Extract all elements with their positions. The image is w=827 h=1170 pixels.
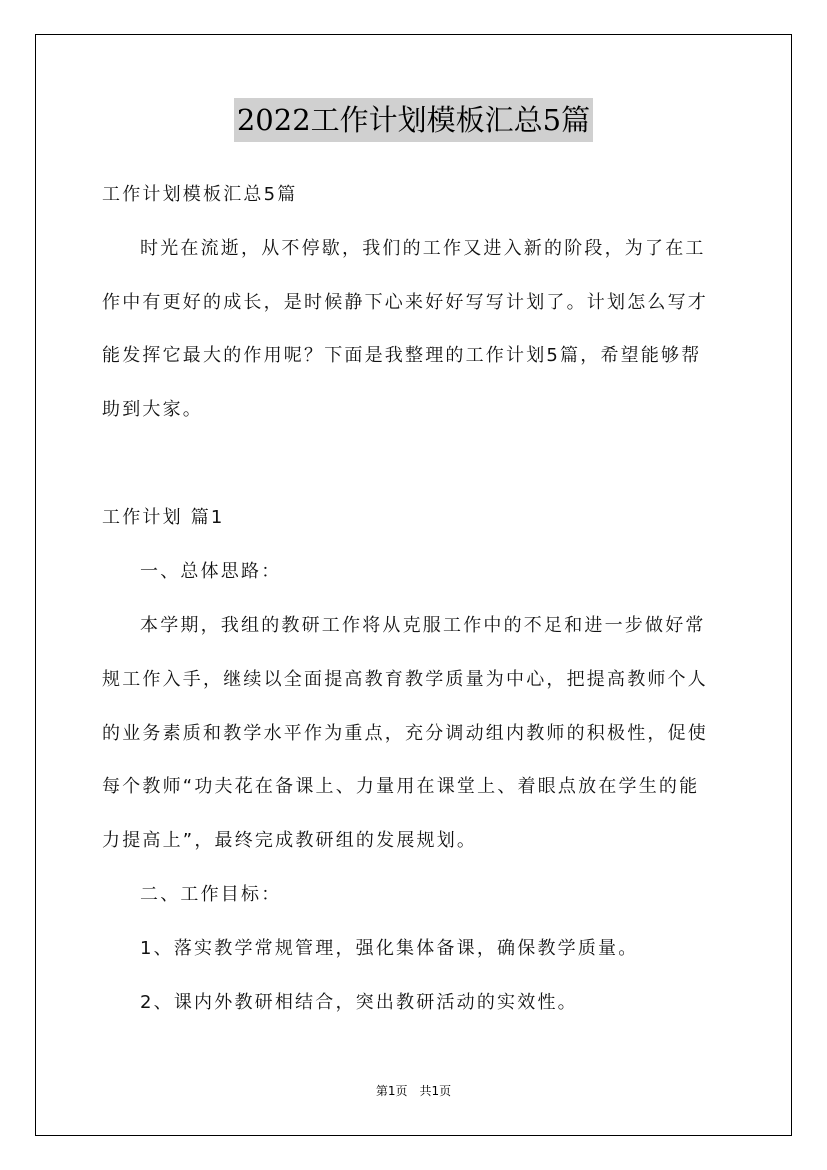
intro-line-3: 能发挥它最大的作用呢？下面是我整理的工作计划5篇，希望能够帮 <box>102 345 702 366</box>
document-title: 2022工作计划模板汇总5篇 <box>234 98 593 142</box>
goal-item-1: 1、落实教学常规管理，强化集体备课，确保教学质量。 <box>140 938 639 959</box>
body-line-5: 力提高上”，最终完成教研组的发展规划。 <box>102 830 478 851</box>
goal-item-2: 2、课内外教研相结合，突出教研活动的实效性。 <box>140 992 578 1013</box>
heading-work-goals: 二、工作目标： <box>140 884 282 905</box>
intro-line-1: 时光在流逝，从不停歇，我们的工作又进入新的阶段，为了在工 <box>140 238 706 259</box>
body-line-4: 每个教师“功夫花在备课上、力量用在课堂上、着眼点放在学生的能 <box>102 776 700 797</box>
body-line-3: 的业务素质和教学水平作为重点，充分调动组内教师的积极性，促使 <box>102 723 708 744</box>
intro-line-4: 助到大家。 <box>102 399 203 420</box>
heading-overall-approach: 一、总体思路： <box>140 561 282 582</box>
intro-line-2: 作中有更好的成长，是时候静下心来好好写写计划了。计划怎么写才 <box>102 292 708 313</box>
body-line-1: 本学期，我组的教研工作将从克服工作中的不足和进一步做好常 <box>140 615 706 636</box>
page-footer: 第1页 共1页 <box>375 1084 452 1098</box>
body-line-2: 规工作入手，继续以全面提高教育教学质量为中心，把提高教师个人 <box>102 669 708 690</box>
title-container <box>0 98 827 142</box>
document-subtitle: 工作计划模板汇总5篇 <box>102 184 298 205</box>
section-heading: 工作计划 篇1 <box>102 507 225 528</box>
